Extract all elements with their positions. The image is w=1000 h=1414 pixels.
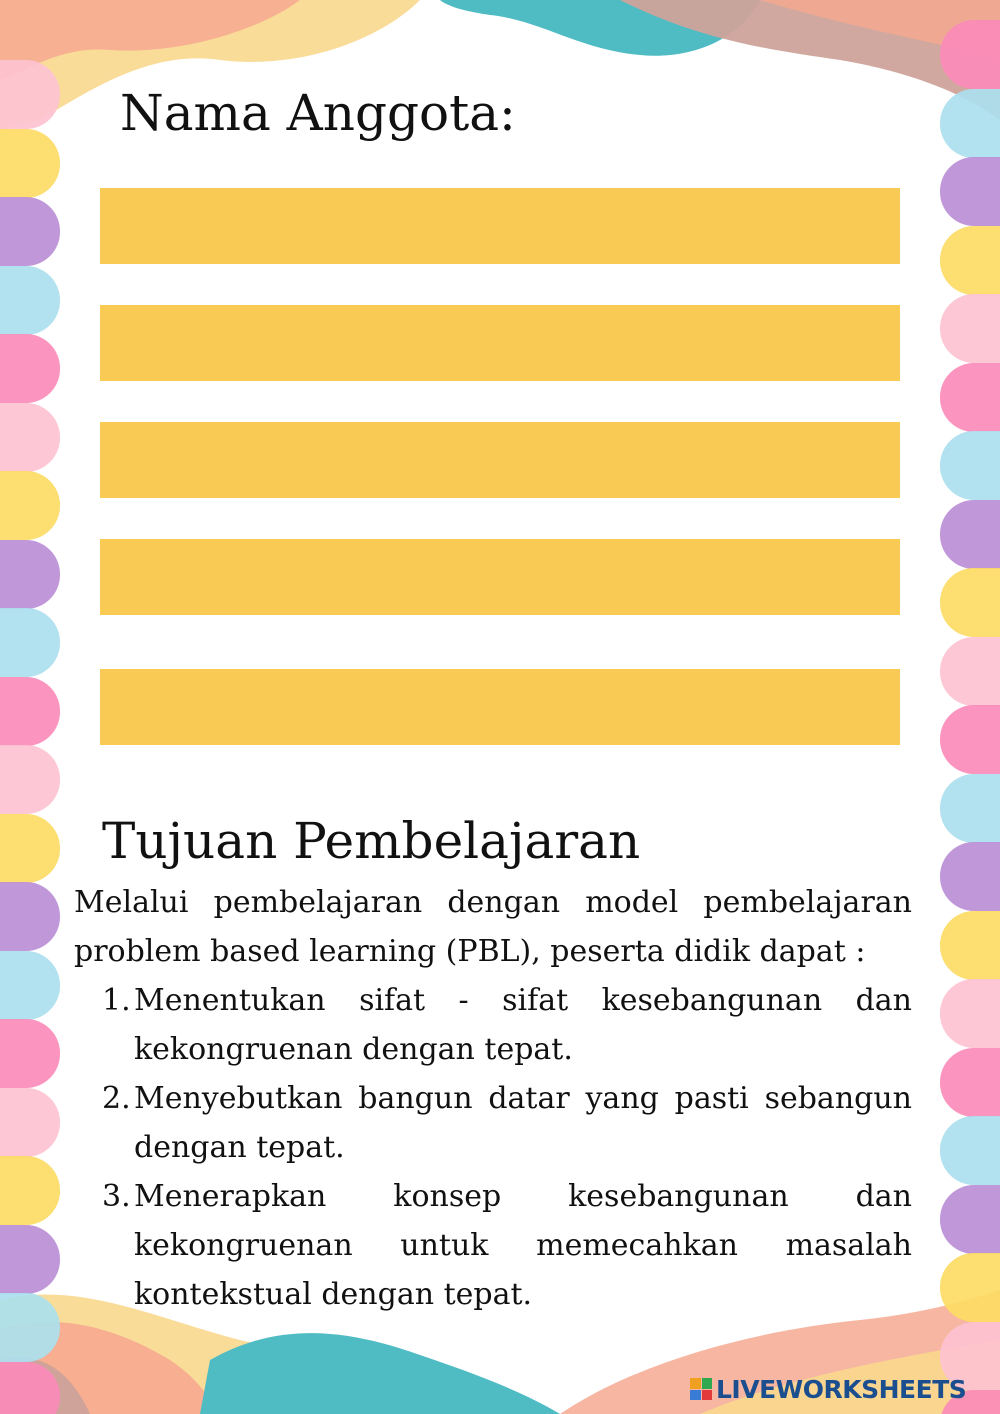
border-pill <box>0 745 60 814</box>
border-pill <box>0 60 60 129</box>
border-pill <box>940 431 1000 500</box>
objectives-list <box>74 976 912 1319</box>
border-pill <box>940 1185 1000 1254</box>
objectives-intro: Melalui pembelajaran dengan model pembelajaran problem based learning (PBL), peserta didik dapat : <box>74 885 912 969</box>
border-pill <box>940 842 1000 911</box>
objective-item <box>74 976 912 1074</box>
border-pill <box>0 129 60 198</box>
border-pill <box>0 1293 60 1362</box>
border-pill <box>0 540 60 609</box>
liveworksheets-watermark <box>690 1372 990 1406</box>
objective-text: Menentukan sifat - sifat kesebangunan dan kekongruenan dengan tepat. <box>134 983 912 1067</box>
member-names-title: Nama Anggota: <box>120 84 516 142</box>
border-pill <box>0 951 60 1020</box>
objective-number: 3. <box>102 1179 131 1214</box>
objective-item <box>74 1172 912 1319</box>
objective-number: 2. <box>102 1081 131 1116</box>
border-pill <box>940 911 1000 980</box>
border-pill <box>0 814 60 883</box>
liveworksheets-logo-text: LIVEWORKSHEETS <box>716 1374 967 1404</box>
border-pill <box>940 89 1000 158</box>
objective-number: 1. <box>102 983 131 1018</box>
border-pill <box>940 500 1000 569</box>
border-pill <box>940 774 1000 843</box>
border-pill <box>0 608 60 677</box>
border-pill <box>0 1088 60 1157</box>
border-pill <box>940 1116 1000 1185</box>
border-pill <box>0 334 60 403</box>
border-pill <box>940 1253 1000 1322</box>
liveworksheets-logo-icon <box>690 1378 712 1400</box>
border-pill <box>0 266 60 335</box>
border-pill <box>0 197 60 266</box>
objective-text: Menyebutkan bangun datar yang pasti sebangun dengan tepat. <box>134 1081 912 1165</box>
objective-text: Menerapkan konsep kesebangunan dan kekongruenan untuk memecahkan masalah kontekstual dengan tepat. <box>134 1179 912 1312</box>
border-pill <box>0 1156 60 1225</box>
objective-item <box>74 1074 912 1172</box>
border-pill <box>940 637 1000 706</box>
border-pill <box>940 294 1000 363</box>
border-pill <box>0 882 60 951</box>
right-pill-border <box>940 0 1000 1414</box>
border-pill <box>0 1019 60 1088</box>
border-pill <box>940 705 1000 774</box>
border-pill <box>0 677 60 746</box>
objectives-heading: Tujuan Pembelajaran <box>102 812 641 870</box>
border-pill <box>940 1048 1000 1117</box>
border-pill <box>940 979 1000 1048</box>
border-pill <box>0 1225 60 1294</box>
border-pill <box>0 1362 60 1414</box>
border-pill <box>0 403 60 472</box>
member-name-field-4[interactable] <box>100 539 900 615</box>
border-pill <box>940 568 1000 637</box>
member-name-field-3[interactable] <box>100 422 900 498</box>
border-pill <box>0 471 60 540</box>
border-pill <box>940 20 1000 89</box>
member-name-field-5[interactable] <box>100 669 900 745</box>
member-name-field-1[interactable] <box>100 188 900 264</box>
member-name-field-2[interactable] <box>100 305 900 381</box>
border-pill <box>940 157 1000 226</box>
border-pill <box>940 363 1000 432</box>
bottom-wave-teal <box>200 1333 560 1414</box>
left-pill-border <box>0 0 60 1414</box>
border-pill <box>940 226 1000 295</box>
